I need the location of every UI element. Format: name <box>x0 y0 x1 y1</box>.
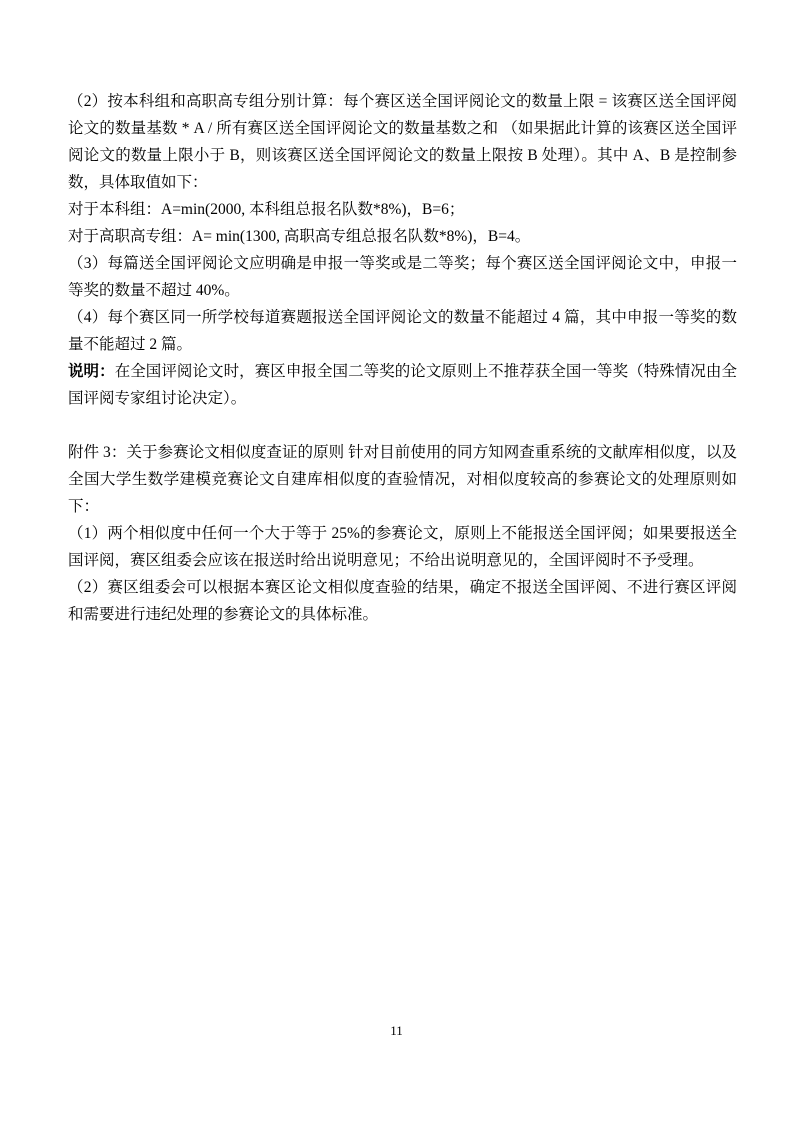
paragraph-attachment-3: 附件 3：关于参赛论文相似度查证的原则 针对目前使用的同方知网查重系统的文献库相似度，以及全国大学生数学建模竞赛论文自建库相似度的查验情况，对相似度较高的参赛论文的处理原则如下： <box>68 444 737 515</box>
page-number: 11 <box>390 1023 403 1038</box>
paragraph-rule-2: （2）按本科组和高职高专组分别计算：每个赛区送全国评阅论文的数量上限 = 该赛区送全国评阅论文的数量基数 * A / 所有赛区送全国评阅论文的数量基数之和 （如果据此计算的该赛区送全国评阅论文的数量上限小于 B，则该赛区送全国评阅论文的数量上限按 B 处理）。其中 A、B 是控制参数，具体取值如下： <box>68 93 737 191</box>
blank-line <box>68 412 737 439</box>
paragraph-vocational-params: 对于高职高专组：A= min(1300, 高职高专组总报名队数*8%)，B=4。 <box>68 228 531 245</box>
note-label: 说明： <box>68 363 115 380</box>
note-text: 在全国评阅论文时，赛区申报全国二等奖的论文原则上不推荐获全国一等奖（特殊情况由全国评阅专家组讨论决定）。 <box>68 363 737 407</box>
paragraph-undergraduate-params: 对于本科组：A=min(2000, 本科组总报名队数*8%)，B=6； <box>68 201 465 218</box>
paragraph-note <box>68 358 737 412</box>
paragraph-rule-3: （3）每篇送全国评阅论文应明确是申报一等奖或是二等奖；每个赛区送全国评阅论文中，申报一等奖的数量不超过 40%。 <box>68 255 737 299</box>
document-body <box>68 88 737 628</box>
paragraph-similarity-rule-1: （1）两个相似度中任何一个大于等于 25%的参赛论文，原则上不能报送全国评阅；如果要报送全国评阅，赛区组委会应该在报送时给出说明意见；不给出说明意见的，全国评阅时不予受理。 <box>68 525 737 569</box>
paragraph-rule-4: （4）每个赛区同一所学校每道赛题报送全国评阅论文的数量不能超过 4 篇，其中申报一等奖的数量不能超过 2 篇。 <box>68 309 737 353</box>
paragraph-similarity-rule-2: （2）赛区组委会可以根据本赛区论文相似度查验的结果，确定不报送全国评阅、不进行赛区评阅和需要进行违纪处理的参赛论文的具体标准。 <box>68 579 737 623</box>
